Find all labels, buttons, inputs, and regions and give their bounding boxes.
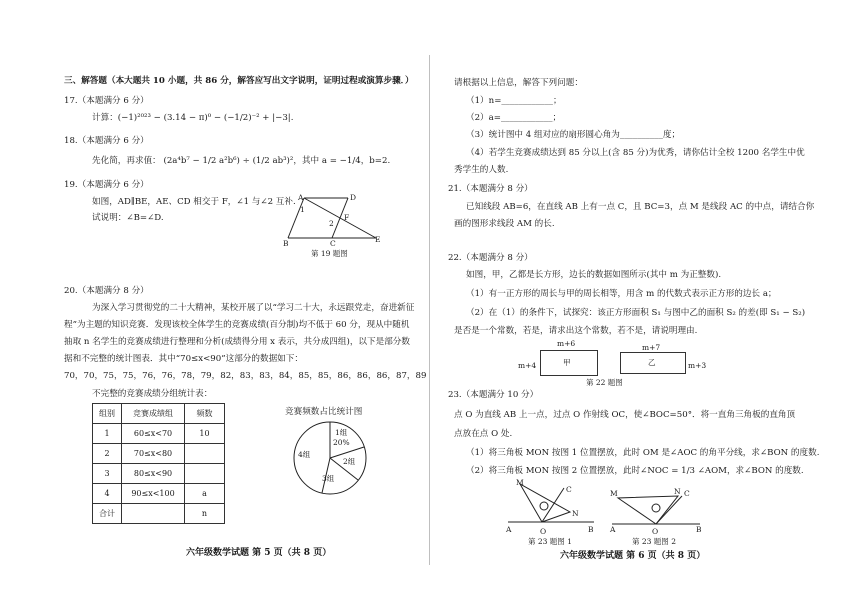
q22-line1: 如图，甲，乙都是长方形，边长的数据如图所示(其中 m 为正整数). [466,270,722,280]
fig2-label-m: M [610,489,618,498]
q20-part3: （3）统计图中 4 组对应的扇形圆心角为__________度； [466,130,681,140]
label-b: B [283,239,289,248]
fig2-label-c: C [684,489,690,498]
q22-heading: 22.（本题满分 8 分） [448,253,533,263]
q20-continued: 请根据以上信息，解答下列问题： [454,78,583,88]
ray-oc [542,488,564,522]
fig1-label-a: A [506,525,512,534]
score-table [92,403,225,524]
table-cell: n [185,504,225,524]
pie-label-g2: 2组 [343,457,356,466]
q23-line2: 点放在点 O 处. [454,429,513,439]
table-cell: 10 [185,424,225,444]
fig2-label-a: A [610,525,616,534]
rect-jia-side-label: m+4 [518,361,537,370]
q20-paragraph: 为深入学习贯彻党的二十大精神，某校开展了以“学习二十大，永远跟党走，奋进新征程”为主题的知识竞赛．发现该校全体学生的竞赛成绩(百分制)均不低于 60 分，现从中随机抽取 n 名学生的竞赛成绩进行整理和分析(成绩得分用 x 表示，共分成四组)，以下是部分数据和不完整的统计图表．其中“70≤x<90”这部分的数据如下： [64,303,415,364]
pie-label-g3: 3组 [322,474,335,483]
q22-line2: （1）有一正方形的周长与甲的周长相等，用含 m 的代数式表示正方形的边长 a； [466,289,777,299]
q20-part2: （2）a=____________； [466,113,562,123]
fig1-label-m: M [516,478,524,487]
q23-line3: （1）将三角板 MON 按图 1 位置摆放，此时 OM 是∠AOC 的角平分线，求∠BON 的度数. [466,448,820,458]
section-heading: 三、解答题（本大题共 10 小题，共 86 分，解答应写出文字说明，证明过程或演算步骤．） [64,76,414,86]
table-cell: 2 [93,444,122,464]
q20-part4-line2: 秀学生的人数. [454,165,509,175]
label-d: D [350,193,357,202]
left-footer: 六年级数学试题 第 5 页（共 8 页） [186,548,332,558]
q23-fig2-caption: 第 23 题图 2 [632,537,676,546]
table-cell: 1 [93,424,122,444]
left-page [0,0,428,608]
table-cell [185,464,225,484]
q23-heading: 23.（本题满分 10 分） [448,390,539,400]
table-header-cell: 组别 [93,404,122,424]
q22-caption: 第 22 题图 [586,378,623,387]
table-header-cell: 竞赛成绩组 [122,404,185,424]
q19-heading: 19.（本题满分 6 分） [64,180,149,190]
table-row [93,464,225,484]
fig2-label-n: N [674,487,681,496]
table-header-cell: 频数 [185,404,225,424]
q19-line2: 试说明：∠B=∠D. [92,213,164,223]
table-cell: 60≤x<70 [122,424,185,444]
q20-part1: （1）n=____________； [466,96,562,106]
pie-label-g1: 1组 [335,428,348,437]
q21-heading: 21.（本题满分 8 分） [448,184,533,194]
table-cell: 3 [93,464,122,484]
q22-line3: （2）在（1）的条件下，试探究：该正方形面积 S₁ 与图中乙的面积 S₂ 的差(即 S₁ − S₂) [466,308,806,318]
table-cell: 90≤x<100 [122,484,185,504]
q23-line4: （2）将三角板 MON 按图 2 位置摆放，此时∠NOC = 1/3 ∠AOM，求∠BON 的度数. [466,466,804,476]
rect-yi-name: 乙 [648,358,656,367]
q20-data: 70，70，75，75，76，76，78，79，82，83，83，84，85，85，86，86，86，87，89 [64,371,427,381]
q20-table-title: 不完整的竞赛成绩分组统计表： [92,389,213,399]
q21-line2: 画的图形求线段 AM 的长. [454,219,555,229]
rect-yi-side-label: m+3 [688,361,707,370]
fig1-label-o: O [540,527,547,536]
triangle-hole [540,502,548,510]
table-cell [185,444,225,464]
q18-body: 先化简，再求值： (2a⁴b⁷ − 1/2 a²b⁶) ÷ (1/2 ab³)²，其中 a = −1/4，b=2. [92,156,391,166]
fig1-label-c: C [566,485,572,494]
q19-caption: 第 19 题图 [311,249,348,258]
q18-heading: 18.（本题满分 6 分） [64,136,149,146]
right-footer: 六年级数学试题 第 6 页（共 8 页） [560,551,706,561]
table-cell: 4 [93,484,122,504]
q21-line1: 已知线段 AB=6，在直线 AB 上有一点 C，且 BC=3，点 M 是线段 AC 的中点，请结合你 [466,202,815,212]
right-page [430,0,860,608]
label-f: F [344,213,350,222]
fig1-label-n: N [572,509,579,518]
q17-body: 计算：(−1)²⁰²³ − (3.14 − π)⁰ − (−1/2)⁻² + |−3|. [92,113,294,123]
label-c: C [330,239,336,248]
table-row [93,424,225,444]
q20-part4-line1: （4）若学生竞赛成绩达到 85 分以上(含 85 分)为优秀，请你估计全校 1200 名学生中优 [466,148,805,158]
table-cell: 80≤x<90 [122,464,185,484]
table-row [93,504,225,524]
q22-line4: 是否是一个常数，若是，请求出这个常数，若不是，请说明理由. [454,326,698,336]
fig2-label-b: B [696,525,702,534]
table-row [93,484,225,504]
pie-label-g4: 4组 [298,450,311,459]
table-cell [122,504,185,524]
label-e: E [375,235,381,244]
fig2-label-o: O [652,527,659,536]
triangle-hole [652,504,660,512]
table-header-row [93,404,225,424]
q19-line1: 如图，AD∥BE，AE、CD 相交于 F，∠1 与∠2 互补. [92,197,296,207]
table-cell: 合计 [93,504,122,524]
table-cell: 70≤x<80 [122,444,185,464]
q23-line1: 点 O 为直线 AB 上一点，过点 O 作射线 OC，使∠BOC=50°．将一直角三角板的直角顶 [454,410,796,420]
table-row [93,444,225,464]
rect-jia-name: 甲 [563,358,571,367]
label-a: A [298,193,304,202]
pie-title: 竞赛频数占比统计图 [285,407,363,417]
q20-heading: 20.（本题满分 8 分） [64,286,149,296]
fig1-label-b: B [588,525,594,534]
rect-yi-top-label: m+7 [642,343,661,352]
q17-heading: 17.（本题满分 6 分） [64,96,149,106]
rect-jia-top-label: m+6 [557,339,576,348]
pie-label-g1-percent: 20% [333,438,350,447]
q23-fig1-caption: 第 23 题图 1 [528,537,572,546]
label-angle-1: 1 [300,205,305,214]
table-cell: a [185,484,225,504]
label-angle-2: 2 [329,219,334,228]
